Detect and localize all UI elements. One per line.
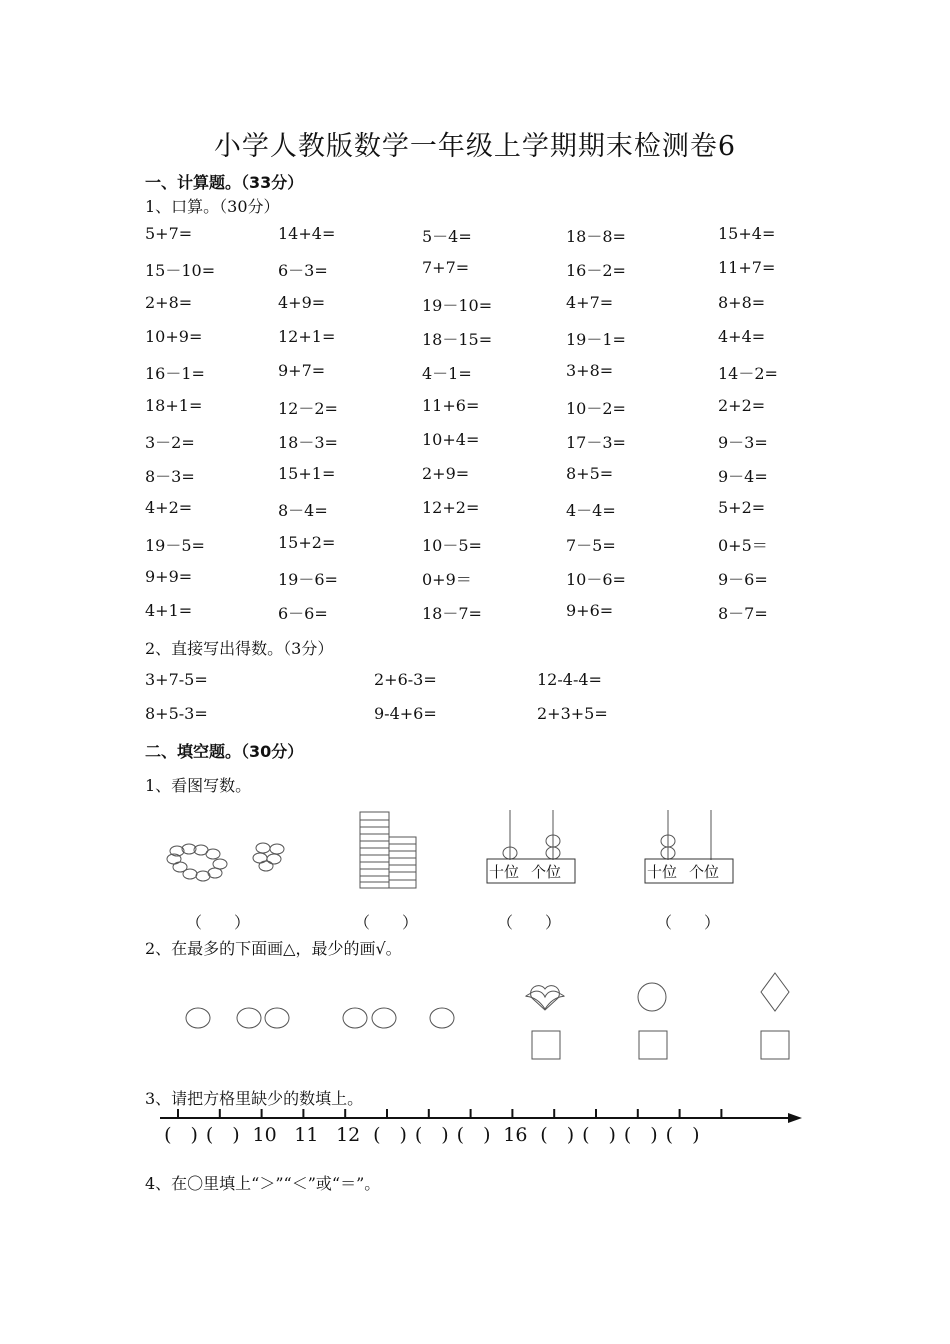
question-1-1-label: 1、口算。（30分） (145, 197, 280, 216)
oral-calc-item: 4－4= (566, 501, 616, 521)
direct-calc-item: 2+6-3= (374, 670, 437, 689)
number-line-blank[interactable]: ( ) (414, 1124, 449, 1146)
direct-calc-item: 12-4-4= (537, 670, 602, 689)
oral-calc-item: 15+1= (278, 464, 336, 484)
question-1-2-label: 2、直接写出得数。（3分） (145, 639, 334, 658)
answer-blank-4[interactable]: （ ） (656, 913, 721, 932)
oral-calc-item: 4－1= (422, 364, 472, 384)
oral-calc-item: 11+6= (422, 395, 480, 415)
number-line-blank[interactable]: ( ) (623, 1124, 658, 1146)
abacus-1-ones-label: 个位 (531, 863, 562, 881)
number-line-blank[interactable]: ( ) (540, 1124, 575, 1146)
abacus-2-tens-label: 十位 (647, 863, 678, 881)
oral-calc-item: 10－5= (422, 535, 482, 555)
question-2-2-label: 2、在最多的下面画△，最少的画√。 (145, 939, 402, 958)
oral-calc-item: 0+5＝ (718, 535, 768, 555)
oral-calc-item: 12－2= (278, 398, 338, 418)
oral-calc-item: 10－2= (566, 398, 626, 418)
oral-calc-item: 4+2= (145, 498, 193, 518)
number-line-blank[interactable]: ( ) (665, 1124, 700, 1146)
answer-blank-3[interactable]: （ ） (497, 913, 562, 932)
oral-calc-item: 0+9＝ (422, 570, 472, 589)
number-line-label: 12 (336, 1124, 361, 1146)
answer-blank-1[interactable]: （ ） (186, 913, 251, 932)
oral-calc-item: 19－1= (566, 329, 626, 349)
oral-calc-item: 10－6= (566, 570, 626, 589)
oral-calc-item: 3－2= (145, 432, 195, 452)
oral-calc-item: 10+9= (145, 326, 203, 346)
oral-calc-item: 5+2= (718, 498, 766, 518)
oral-calc-item: 9+9= (145, 567, 193, 586)
number-line-label: 11 (294, 1124, 319, 1146)
oral-calc-item: 18+1= (145, 395, 203, 415)
oral-calc-item: 10+4= (422, 429, 480, 449)
oral-calc-item: 16－1= (145, 364, 205, 384)
direct-calc-item: 8+5-3= (145, 704, 208, 723)
oral-calc-item: 9+7= (278, 361, 326, 381)
oral-calc-item: 2+8= (145, 292, 193, 312)
number-line-label: 16 (503, 1124, 528, 1146)
section-1-heading: 一、计算题。（33分） (145, 173, 304, 192)
oral-calc-item: 15+2= (278, 532, 336, 552)
question-2-1-label: 1、看图写数。 (145, 776, 252, 795)
oral-calc-item: 8+8= (718, 292, 766, 312)
direct-calc-item: 9-4+6= (374, 704, 437, 723)
oral-calc-item: 15+4= (718, 224, 776, 243)
number-line-arrow (788, 1113, 802, 1123)
oral-calc-item: 4+1= (145, 601, 193, 621)
oral-calc-item: 8+5= (566, 464, 614, 484)
number-line-blank[interactable]: ( ) (456, 1124, 491, 1146)
oral-calc-item: 14－2= (718, 364, 778, 384)
oral-calc-item: 9－3= (718, 432, 768, 452)
oral-calc-item: 3+8= (566, 361, 614, 381)
number-line-blank[interactable]: ( ) (205, 1124, 240, 1146)
number-line-label: 10 (252, 1124, 277, 1146)
number-line-blank[interactable]: ( ) (582, 1124, 616, 1146)
oral-calc-item: 19－10= (422, 295, 493, 315)
oral-calc-item: 16－2= (566, 261, 626, 281)
number-line-blank[interactable]: ( ) (373, 1124, 407, 1146)
number-line-blank[interactable]: ( ) (164, 1124, 198, 1146)
answer-blank-2[interactable]: （ ） (354, 913, 419, 932)
page-title: 小学人教版数学一年级上学期期末检测卷6 (213, 131, 737, 162)
abacus-figure-2 (642, 808, 737, 888)
question-2-4-label: 4、在〇里填上“＞”“＜”或“＝”。 (145, 1174, 381, 1193)
oral-calc-item: 4+4= (718, 326, 766, 346)
oral-calc-item: 6－6= (278, 604, 328, 624)
abacus-2-ones-label: 个位 (689, 863, 720, 881)
oral-calc-item: 6－3= (278, 261, 328, 281)
oral-calc-item: 4+7= (566, 292, 614, 312)
oral-calc-item: 17－3= (566, 432, 626, 452)
compare-shapes-figure (180, 965, 800, 1065)
oral-calc-item: 19－6= (278, 570, 338, 589)
oral-calc-item: 9－4= (718, 467, 768, 487)
abacus-figure-1 (484, 808, 579, 888)
question-2-3-label: 3、请把方格里缺少的数填上。 (145, 1089, 364, 1108)
oral-calc-item: 8－7= (718, 604, 768, 624)
oral-calc-item: 9－6= (718, 570, 768, 589)
oral-calc-item: 18－8= (566, 227, 626, 246)
oral-calc-item: 7－5= (566, 535, 616, 555)
counting-ovals-figure (160, 835, 300, 885)
oral-calc-item: 15－10= (145, 261, 216, 281)
oral-calc-item: 14+4= (278, 224, 336, 243)
oral-calc-item: 18－7= (422, 604, 482, 624)
oral-calc-item: 5－4= (422, 227, 472, 246)
abacus-1-tens-label: 十位 (489, 863, 520, 881)
oral-calc-item: 12+1= (278, 326, 336, 346)
oral-calc-item: 19－5= (145, 535, 205, 555)
oral-calc-item: 9+6= (566, 601, 614, 621)
oral-calc-item: 2+2= (718, 395, 766, 415)
oral-calc-item: 18－15= (422, 329, 493, 349)
oral-calc-item: 4+9= (278, 292, 326, 312)
oral-calc-item: 2+9= (422, 464, 470, 484)
direct-calc-item: 3+7-5= (145, 670, 208, 689)
oral-calc-item: 18－3= (278, 432, 338, 452)
oral-calc-item: 5+7= (145, 224, 193, 243)
direct-calc-item: 2+3+5= (537, 704, 608, 723)
oral-calc-item: 12+2= (422, 498, 480, 518)
oral-calc-item: 8－3= (145, 467, 195, 487)
oral-calc-item: 11+7= (718, 258, 776, 278)
oral-calc-item: 8－4= (278, 501, 328, 521)
oral-calc-item: 7+7= (422, 258, 470, 278)
counting-sticks-figure (358, 810, 420, 892)
section-2-heading: 二、填空题。（30分） (145, 742, 304, 761)
number-line (150, 1104, 810, 1150)
